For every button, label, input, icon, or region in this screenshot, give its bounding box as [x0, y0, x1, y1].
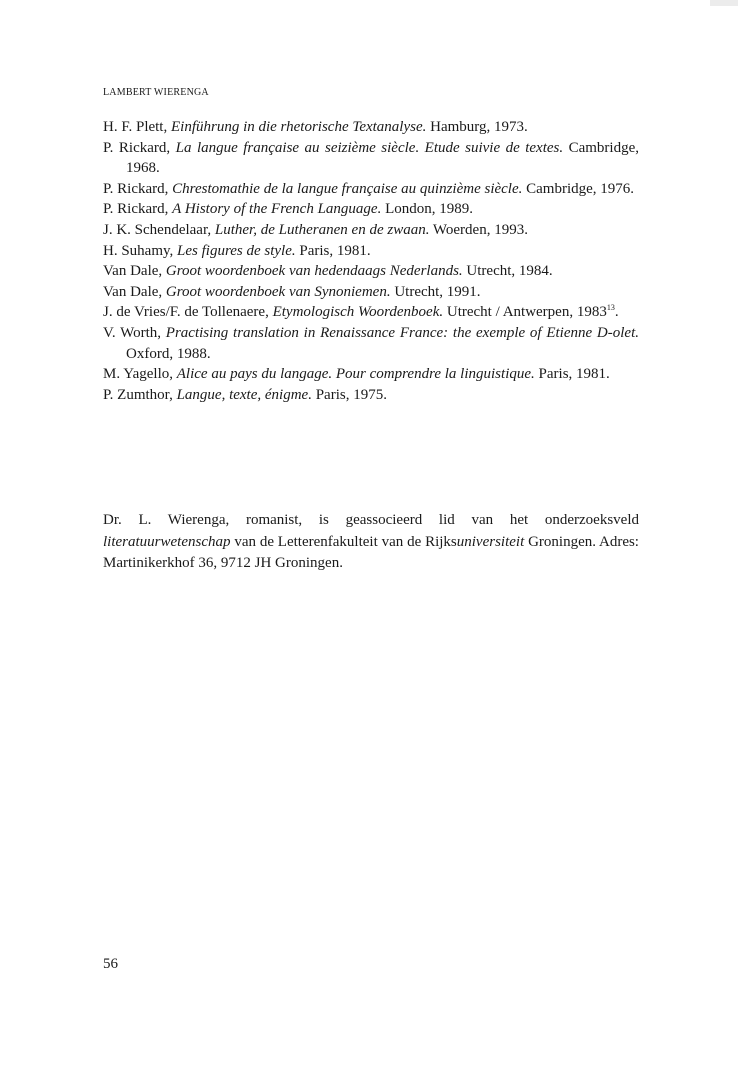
- entry-author: V. Worth,: [103, 324, 166, 341]
- bibliography-entry: [103, 220, 639, 241]
- entry-author: J. de Vries/F. de Tollenaere,: [103, 304, 273, 321]
- running-head: LAMBERT WIERENGA: [103, 87, 209, 98]
- entry-author: M. Yagello,: [103, 366, 177, 383]
- scan-edge-mark: [710, 0, 738, 6]
- entry-author: H. Suhamy,: [103, 242, 178, 259]
- entry-publication: Utrecht, 1991.: [390, 283, 481, 300]
- bibliography-entry: [103, 241, 639, 262]
- entry-title: Etymologisch Woordenboek.: [272, 304, 444, 321]
- entry-title: A History of the French Language.: [172, 201, 382, 218]
- bio-field-name: literatuurwetenschap: [103, 533, 231, 550]
- entry-publication: Paris, 1981.: [534, 366, 610, 383]
- bio-address: Groningen. Adres: Martinikerkhof 36, 9712 JH Groningen.: [103, 533, 639, 571]
- entry-publication: Cambridge, 1968.: [126, 139, 639, 177]
- entry-publication: Utrecht, 1984.: [462, 263, 553, 280]
- author-bio: [103, 510, 639, 575]
- entry-title: Les figures de style.: [177, 242, 296, 259]
- bibliography-entry: [103, 117, 639, 138]
- bibliography-entry: [103, 364, 639, 385]
- entry-author: H. F. Plett,: [103, 119, 171, 135]
- entry-publication: London, 1989.: [381, 201, 473, 218]
- entry-title: Einführung in die rhetorische Textanalyse.: [170, 119, 427, 135]
- bibliography-list: [103, 117, 639, 405]
- entry-title: Langue, texte, énigme.: [176, 386, 312, 403]
- bibliography-entry: [103, 302, 639, 323]
- entry-title: Alice au pays du langage. Pour comprendre la linguistique.: [176, 366, 535, 383]
- entry-author: P. Rickard,: [103, 180, 173, 197]
- entry-publication: Woerden, 1993.: [429, 221, 528, 238]
- entry-publication: Hamburg, 1973.: [426, 119, 528, 135]
- entry-author: P. Rickard,: [103, 201, 173, 218]
- entry-publication: Paris, 1975.: [311, 386, 387, 403]
- bibliography-entry: [103, 282, 639, 303]
- entry-author: P. Zumthor,: [103, 386, 177, 403]
- entry-title: Luther, de Lutheranen en de zwaan.: [214, 221, 430, 238]
- bibliography-entry: [103, 199, 639, 220]
- entry-publication: Utrecht / Antwerpen, 1983: [443, 304, 607, 321]
- entry-period: .: [614, 304, 619, 321]
- entry-title: La langue française au seizième siècle. Etude suivie de textes.: [175, 139, 564, 156]
- entry-author: J. K. Schendelaar,: [103, 221, 215, 238]
- bibliography-entry: [103, 179, 639, 200]
- footnote-reference: 13: [606, 303, 615, 313]
- entry-title: Chrestomathie de la langue française au quinzième siècle.: [172, 180, 523, 197]
- page-number: 56: [103, 956, 118, 972]
- bio-text: Dr. L. Wierenga, romanist, is geassocieerd lid van het onderzoeksveld: [103, 512, 639, 528]
- entry-author: P. Rickard,: [103, 139, 176, 156]
- bio-university: universiteit: [456, 533, 525, 550]
- bibliography-entry: [103, 138, 639, 179]
- entry-title: Groot woordenboek van hedendaags Nederlands.: [165, 263, 463, 280]
- entry-publication: Cambridge, 1976.: [522, 180, 635, 197]
- entry-title: Groot woordenboek van Synoniemen.: [165, 283, 391, 300]
- entry-author: Van Dale,: [103, 263, 166, 280]
- entry-publication: Paris, 1981.: [295, 242, 371, 259]
- bio-text: van de Letterenfakulteit van de Rijks: [230, 533, 457, 550]
- bibliography-entry: [103, 323, 639, 364]
- bibliography-entry: [103, 261, 639, 282]
- entry-title: Practising translation in Renaissance France: the exemple of Etienne D-olet.: [165, 324, 639, 341]
- bibliography-entry: [103, 385, 639, 406]
- entry-publication: Oxford, 1988.: [126, 345, 211, 362]
- entry-author: Van Dale,: [103, 283, 166, 300]
